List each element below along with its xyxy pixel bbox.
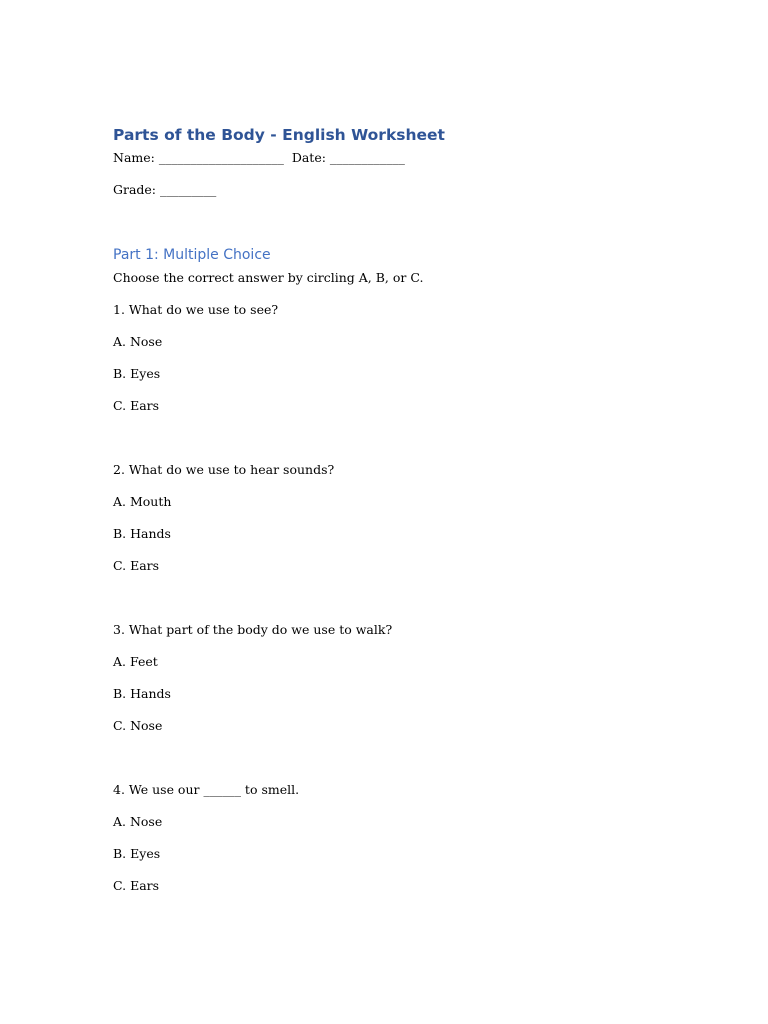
question-4-option-c: C. Ears <box>113 878 160 893</box>
question-4-option-a: A. Nose <box>113 814 163 829</box>
question-2-option-a: A. Mouth <box>113 494 172 509</box>
date-field: Date: ____________ <box>291 150 405 165</box>
question-1-prompt: 1. What do we use to see? <box>113 302 279 317</box>
question-4-option-b: B. Eyes <box>113 846 161 861</box>
name-field: Name: ____________________ <box>113 150 284 165</box>
name-date-row <box>113 150 405 166</box>
question-1-option-b: B. Eyes <box>113 366 161 381</box>
question-4-prompt: 4. We use our ______ to smell. <box>113 782 300 797</box>
question-3-option-b: B. Hands <box>113 686 171 701</box>
question-3-option-c: C. Nose <box>113 718 163 733</box>
worksheet-page <box>113 0 673 1024</box>
question-2-option-b: B. Hands <box>113 526 171 541</box>
question-2-option-c: C. Ears <box>113 558 160 573</box>
question-2-prompt: 2. What do we use to hear sounds? <box>113 462 335 477</box>
question-3-option-a: A. Feet <box>113 654 158 669</box>
instructions: Choose the correct answer by circling A, B, or C. <box>113 270 424 285</box>
question-1-option-a: A. Nose <box>113 334 163 349</box>
question-3-prompt: 3. What part of the body do we use to walk? <box>113 622 393 637</box>
worksheet-title: Parts of the Body - English Worksheet <box>113 126 445 144</box>
section-heading-part1: Part 1: Multiple Choice <box>113 247 271 263</box>
grade-field: Grade: _________ <box>113 182 217 197</box>
question-1-option-c: C. Ears <box>113 398 160 413</box>
